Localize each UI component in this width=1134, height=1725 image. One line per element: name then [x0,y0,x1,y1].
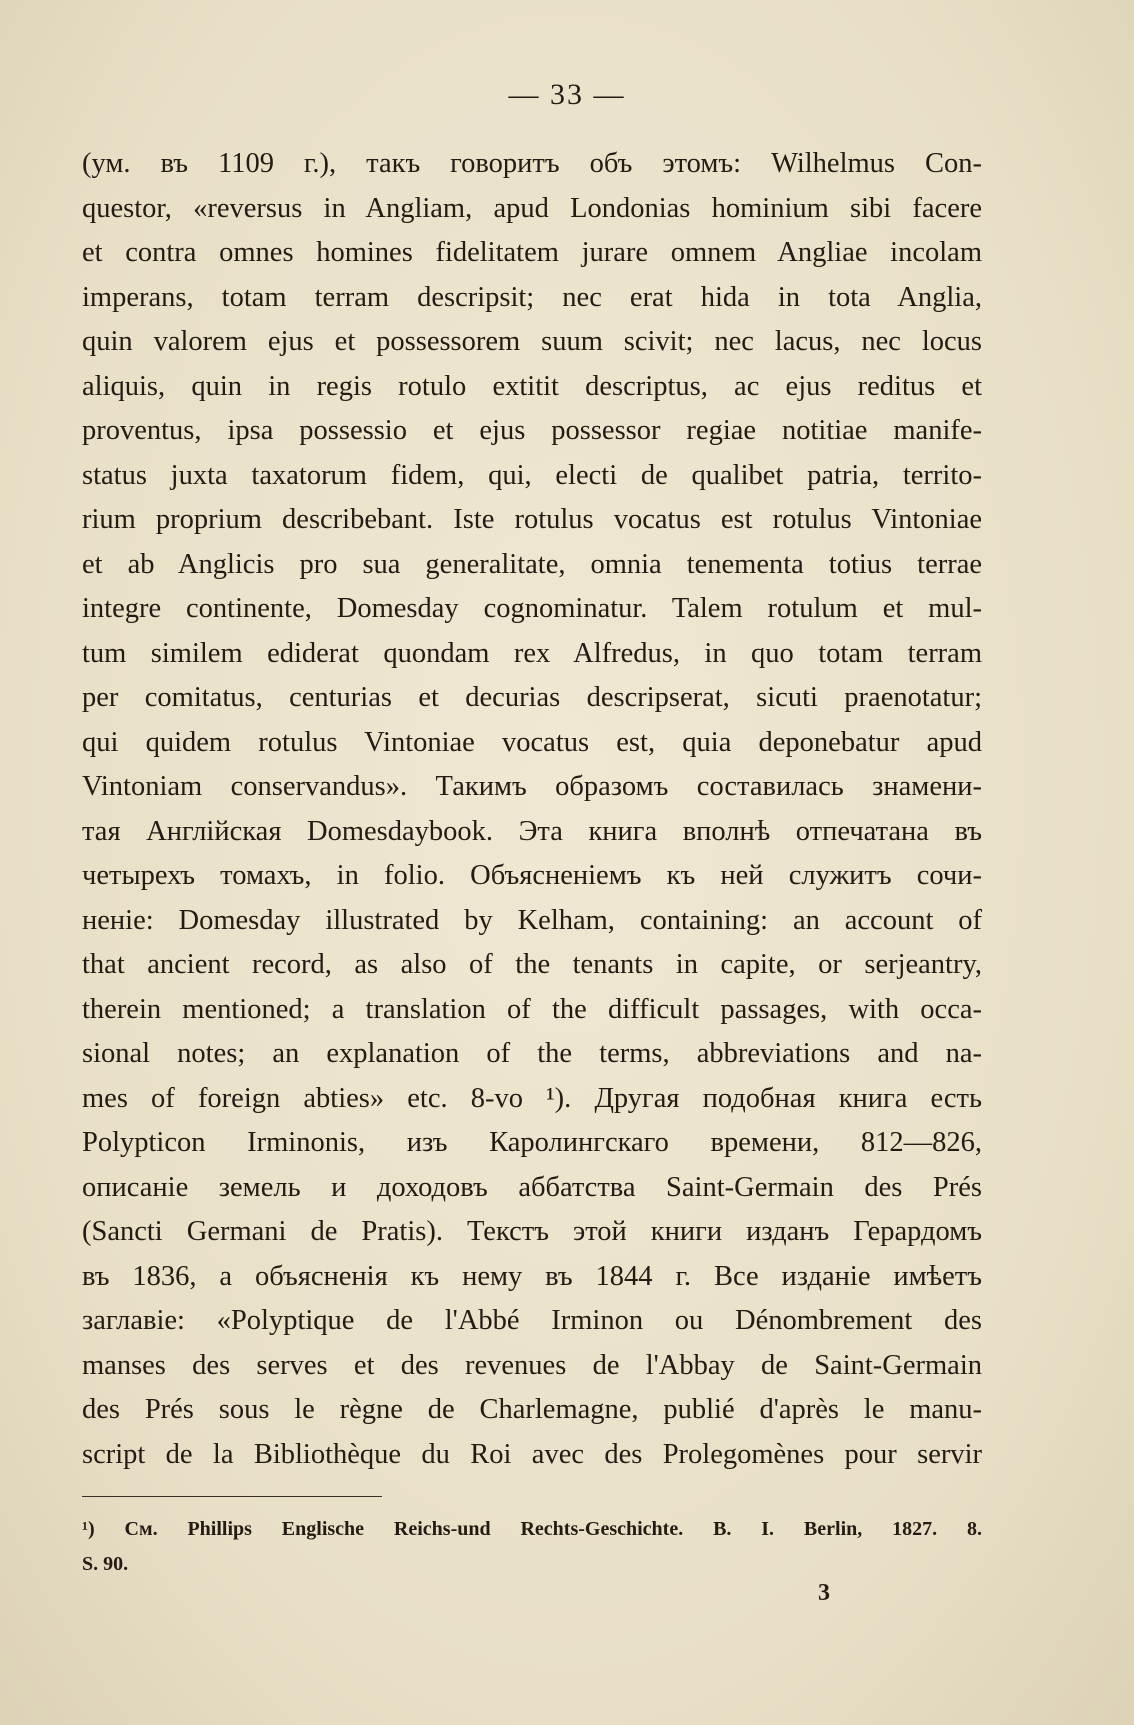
footnote-line: S. 90. [82,1553,129,1575]
text-line: tum similem ediderat quondam rex Alfredus, in quo totam terram [82,637,982,669]
footnote-line: ¹) См. Phillips Englische Reichs-und Rechts-Geschichte. B. I. Berlin, 1827. 8. [82,1518,982,1540]
text-line: неніе: Domesday illustrated by Kelham, containing: an account of [82,904,982,936]
text-line: четырехъ томахъ, in folio. Объясненіемъ къ ней служитъ сочи- [82,860,982,891]
signature-mark: 3 [818,1580,830,1606]
text-line: Vintoniam conservandus». Такимъ образомъ составилась знамени- [82,771,982,802]
text-line: описаніе земель и доходовъ аббатства Saint-Germain des Prés [82,1171,982,1203]
text-line: proventus, ipsa possessio et ejus possessor regiae notitiae manife- [82,415,982,446]
text-line: status juxta taxatorum fidem, qui, electi de qualibet patria, territo- [82,459,982,491]
text-line: manses des serves et des revenues de l'Abbay de Saint-Germain [82,1349,982,1381]
text-line: (Sancti Germani de Pratis). Текстъ этой книги изданъ Герардомъ [82,1216,982,1247]
text-line: заглавіе: «Polyptique de l'Abbé Irminon ou Dénombrement des [82,1305,982,1336]
text-line: (ум. въ 1109 г.), такъ говоритъ объ этомъ: Wilhelmus Con- [82,148,982,179]
text-line: that ancient record, as also of the tenants in capite, or serjeantry, [82,949,982,980]
text-line: per comitatus, centurias et decurias descripserat, sicuti praenotatur; [82,682,982,713]
text-line: questor, «reversus in Angliam, apud Londonias hominium sibi facere [82,192,982,224]
body-text [82,142,982,1477]
text-line: qui quidem rotulus Vintoniae vocatus est, quia deponebatur apud [82,726,982,758]
page-number: — 33 — [508,78,626,111]
text-line: integre continente, Domesday cognominatur. Talem rotulum et mul- [82,593,982,624]
footnote-divider [82,1496,382,1497]
text-line: et contra omnes homines fidelitatem jurare omnem Angliae incolam [82,237,982,268]
text-line: imperans, totam terram descripsit; nec erat hida in tota Anglia, [82,281,982,313]
text-line: тая Англійская Domesdaybook. Эта книга вполнѣ отпечатана въ [82,815,982,847]
text-line: script de la Bibliothèque du Roi avec des Prolegomènes pour servir [82,1438,982,1470]
text-line: sional notes; an explanation of the terms, abbreviations and na- [82,1038,982,1069]
text-line: Polypticon Irminonis, изъ Каролингскаго времени, 812—826, [82,1127,982,1158]
text-line: въ 1836, а объясненія къ нему въ 1844 г. Все изданіе имѣетъ [82,1260,982,1292]
text-line: quin valorem ejus et possessorem suum scivit; nec lacus, nec locus [82,326,982,357]
text-line: et ab Anglicis pro sua generalitate, omnia tenementa totius terrae [82,548,982,580]
footnote [82,1512,982,1582]
text-line: des Prés sous le règne de Charlemagne, publié d'après le manu- [82,1394,982,1425]
text-line: therein mentioned; a translation of the difficult passages, with occa- [82,993,982,1025]
text-line: rium proprium describebant. Iste rotulus vocatus est rotulus Vintoniae [82,504,982,535]
text-line: mes of foreign abties» etc. 8-vo ¹). Другая подобная книга есть [82,1082,982,1114]
text-line: aliquis, quin in regis rotulo extitit descriptus, ac ejus reditus et [82,370,982,402]
